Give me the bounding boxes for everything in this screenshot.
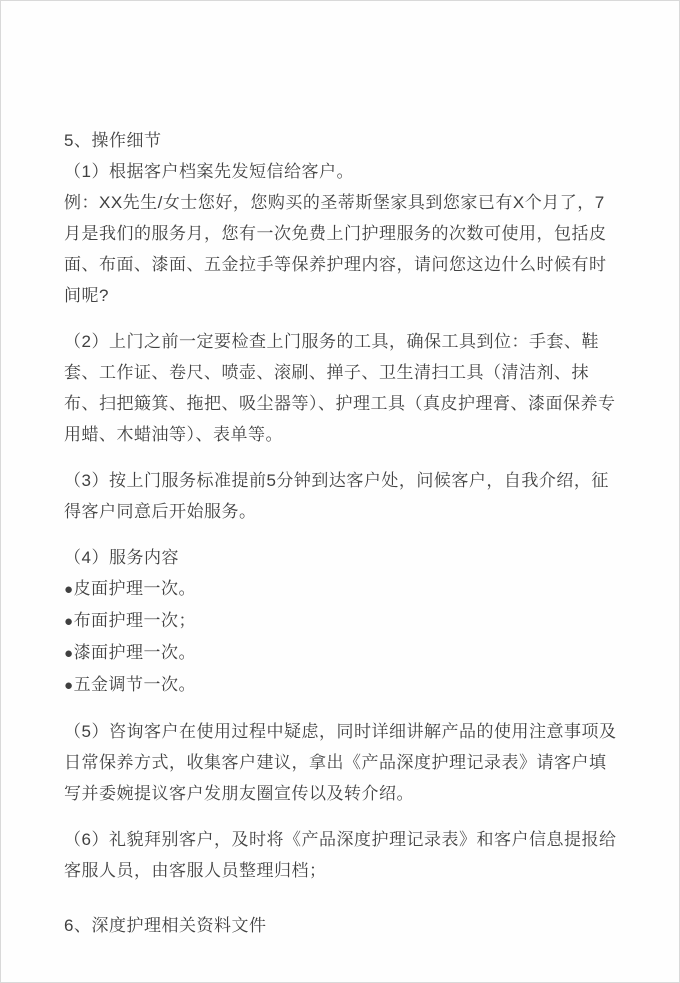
step-5-block xyxy=(64,716,617,809)
step-1-example-paragraph: 例：XX先生/女士您好，您购买的圣蒂斯堡家具到您家已有X个月了，7月是我们的服务月，您有一次免费上门护理服务的次数可使用，包括皮面、布面、漆面、五金拉手等保养护理内容，请问您这边什么时候有时间呢? xyxy=(64,193,607,305)
bullet-icon: ● xyxy=(64,613,74,630)
bullet-icon: ● xyxy=(64,645,74,662)
section-5-heading: 5、操作细节 xyxy=(64,131,162,150)
service-list-item-label: 布面护理一次； xyxy=(73,611,197,630)
step-6-block xyxy=(64,824,617,886)
service-list-item-label: 漆面护理一次。 xyxy=(73,643,197,662)
service-list-item-label: 皮面护理一次。 xyxy=(73,579,197,598)
step-4-heading: （4）服务内容 xyxy=(64,548,179,567)
step-5-paragraph: （5）咨询客户在使用过程中疑虑，同时详细讲解产品的使用注意事项及日常保养方式，收集客户建议，拿出《产品深度护理记录表》请客户填写并委婉提议客户发朋友圈宣传以及转介绍。 xyxy=(64,722,617,803)
service-list-item-label: 五金调节一次。 xyxy=(73,675,197,694)
service-list-item xyxy=(64,605,617,637)
step-2-block xyxy=(64,326,617,450)
bullet-icon: ● xyxy=(64,581,74,598)
bullet-icon: ● xyxy=(64,677,74,694)
service-list-item xyxy=(64,637,617,669)
step-6-paragraph: （6）礼貌拜别客户，及时将《产品深度护理记录表》和客户信息提报给客服人员，由客服人员整理归档； xyxy=(64,830,617,880)
step-4-block xyxy=(64,542,617,701)
step-3-paragraph: （3）按上门服务标准提前5分钟到达客户处，问候客户，自我介绍，征得客户同意后开始服务。 xyxy=(64,471,609,521)
service-list-item xyxy=(64,669,617,701)
step-1-paragraph: （1）根据客户档案先发短信给客户。 xyxy=(64,162,354,181)
section-6-heading: 6、深度护理相关资料文件 xyxy=(64,916,267,935)
step-3-block xyxy=(64,465,617,527)
service-list-item xyxy=(64,573,617,605)
section-5-intro-block xyxy=(64,125,617,311)
section-6-block xyxy=(64,910,617,941)
document-content xyxy=(1,1,679,941)
step-2-paragraph: （2）上门之前一定要检查上门服务的工具，确保工具到位：手套、鞋套、工作证、卷尺、喷壶、滚刷、掸子、卫生清扫工具（清洁剂、抹布、扫把簸箕、拖把、吸尘器等）、护理工具（真皮护理膏、漆面保养专用蜡、木蜡油等）、表单等。 xyxy=(64,332,616,444)
